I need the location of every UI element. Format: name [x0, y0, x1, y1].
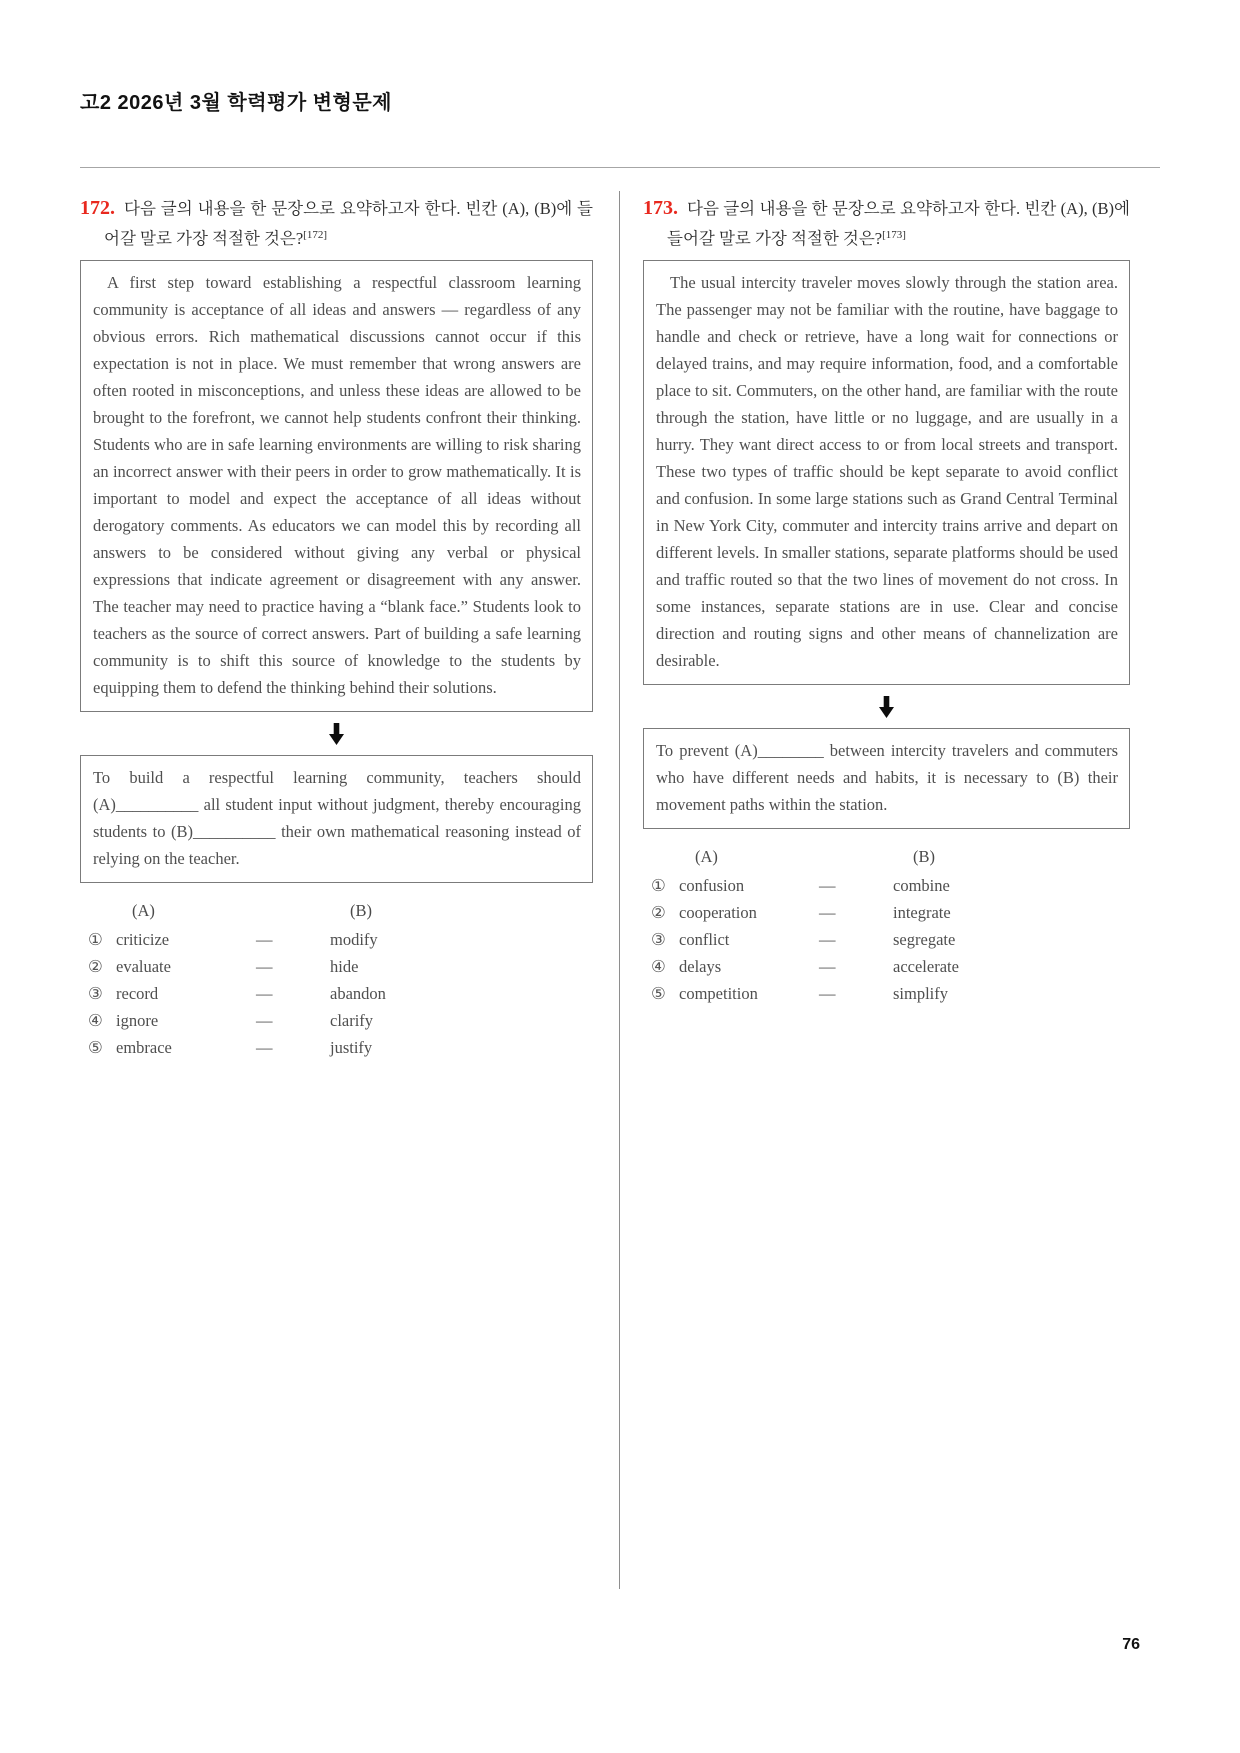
choice-a: conflict [679, 930, 730, 949]
choice-b: integrate [893, 903, 951, 922]
choice-b: modify [330, 930, 378, 949]
choice-header-b: (B) [350, 901, 372, 920]
choice-row-1 [80, 926, 593, 953]
choice-b: clarify [330, 1011, 374, 1030]
passage-box [643, 260, 1130, 685]
question-prompt: 다음 글의 내용을 한 문장으로 요약하고자 한다. 빈칸 (A), (B)에 들어갈 말로 가장 적절한 것은? [104, 199, 593, 248]
summary-text: To build a respectful learning community, teachers should (A)__________ all student input without judgment, thereby encouraging students to (B)__________ their own mathematical reasoning instead of relying on the teacher. [93, 768, 581, 868]
answer-choices [643, 843, 1130, 1007]
choice-marker: ① [88, 930, 103, 949]
choice-marker: ② [651, 903, 666, 922]
question-172 [80, 195, 593, 1061]
choice-row-2 [80, 953, 593, 980]
passage-box [80, 260, 593, 712]
choice-dash: — [256, 984, 273, 1003]
choice-a: confusion [679, 876, 745, 895]
down-arrow-icon [329, 723, 344, 745]
choice-marker: ④ [88, 1011, 103, 1030]
choice-a: record [116, 984, 159, 1003]
choice-marker: ③ [88, 984, 103, 1003]
choice-header-a: (A) [132, 901, 155, 920]
choice-a: cooperation [679, 903, 757, 922]
column-divider [619, 191, 620, 1589]
choice-dash: — [256, 930, 273, 949]
choice-row-4 [643, 953, 1130, 980]
choice-marker: ⑤ [88, 1038, 103, 1057]
choice-header-a: (A) [695, 847, 718, 866]
passage-text: The usual intercity traveler moves slowly through the station area. The passenger may not be familiar with the routine, have baggage to handle and check or retrieve, have a long wait for connections or delayed trains, and may require information, food, and a comfortable place to sit. Commuters, on the other hand, are familiar with the route through the station, have little or no luggage, and are usually in a hurry. They want direct access to or from local streets and transport. These two types of traffic should be kept separate to avoid conflict and confusion. In some large stations such as Grand Central Terminal in New York City, commuter and intercity trains arrive and depart on different levels. In smaller stations, separate platforms should be used and traffic routed so that the two lines of movement do not cross. In some instances, separate stations are in use. Clear and concise direction and routing signs and other means of channelization are desirable. [656, 273, 1118, 670]
choice-dash: — [256, 957, 273, 976]
header-divider [80, 167, 1160, 168]
choice-dash: — [819, 903, 836, 922]
choice-b: abandon [330, 984, 386, 1003]
choice-marker: ④ [651, 957, 666, 976]
question-173 [643, 195, 1130, 1061]
passage-text: A first step toward establishing a respectful classroom learning community is acceptance of all ideas and answers — regardless of any obvious errors. Rich mathematical discussions cannot occur if this expectation is not in place. We must remember that wrong answers are often rooted in misconceptions, and unless these ideas are allowed to be brought to the forefront, we cannot help students confront their thinking. Students who are in safe learning environments are willing to risk sharing an incorrect answer with their peers in order to grow mathematically. It is important to model and expect the acceptance of all ideas without derogatory comments. As educators we can model this by recording all answers to be considered without giving any verbal or physical expressions that indicate agreement or disagreement with any answer. The teacher may need to practice having a “blank face.” Students look to teachers as the source of correct answers. Part of building a safe learning community is to shift this source of knowledge to the students by equipping them to defend the thinking behind their solutions. [93, 273, 581, 697]
choice-marker: ⑤ [651, 984, 666, 1003]
choice-row-1 [643, 872, 1130, 899]
choice-a: ignore [116, 1011, 159, 1030]
choice-b: accelerate [893, 957, 959, 976]
question-number: 173. [643, 197, 678, 219]
summary-arrow-row [643, 692, 1130, 722]
choice-b: segregate [893, 930, 956, 949]
choice-marker: ③ [651, 930, 666, 949]
choice-row-3 [643, 926, 1130, 953]
choice-column-headers [80, 897, 593, 924]
choice-dash: — [819, 876, 836, 895]
choice-a: evaluate [116, 957, 171, 976]
choice-row-5 [643, 980, 1130, 1007]
answer-choices [80, 897, 593, 1061]
summary-box [80, 755, 593, 883]
choice-dash: — [256, 1011, 273, 1030]
question-number: 172. [80, 197, 115, 219]
choice-dash: — [819, 957, 836, 976]
choice-row-2 [643, 899, 1130, 926]
question-ref: [173] [882, 229, 906, 241]
choice-dash: — [819, 930, 836, 949]
choice-a: delays [679, 957, 722, 976]
choice-marker: ② [88, 957, 103, 976]
summary-arrow-row [80, 719, 593, 749]
choice-b: hide [330, 957, 359, 976]
content-columns [80, 195, 1160, 1061]
summary-box [643, 728, 1130, 829]
choice-header-b: (B) [913, 847, 935, 866]
choice-dash: — [256, 1038, 273, 1057]
choice-b: simplify [893, 984, 949, 1003]
document-title: 고2 2026년 3월 학력평가 변형문제 [80, 92, 392, 114]
question-prompt: 다음 글의 내용을 한 문장으로 요약하고자 한다. 빈칸 (A), (B)에 들어갈 말로 가장 적절한 것은? [667, 199, 1130, 248]
choice-column-headers [643, 843, 1130, 870]
choice-b: justify [330, 1038, 373, 1057]
question-ref: [172] [303, 229, 327, 241]
down-arrow-icon [879, 696, 894, 718]
question-header [643, 195, 1130, 252]
choice-row-5 [80, 1034, 593, 1061]
question-header [80, 195, 593, 252]
summary-text: To prevent (A)________ between intercity travelers and commuters who have different needs and habits, it is necessary to (B) their movement paths within the station. [656, 741, 1118, 814]
choice-a: competition [679, 984, 758, 1003]
choice-row-4 [80, 1007, 593, 1034]
page-number: 76 [1122, 1636, 1140, 1653]
choice-a: criticize [116, 930, 170, 949]
choice-dash: — [819, 984, 836, 1003]
choice-b: combine [893, 876, 950, 895]
choice-row-3 [80, 980, 593, 1007]
choice-a: embrace [116, 1038, 172, 1057]
choice-marker: ① [651, 876, 666, 895]
